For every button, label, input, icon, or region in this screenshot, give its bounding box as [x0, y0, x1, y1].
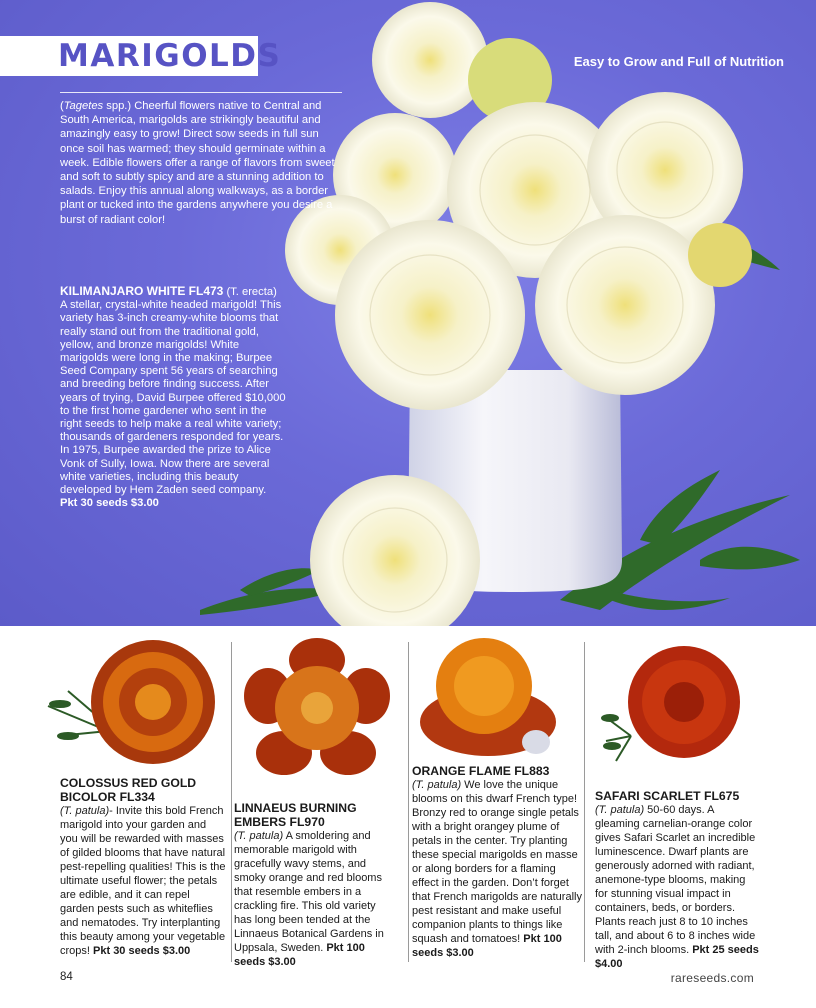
safari-scarlet-marigold-image — [596, 646, 746, 772]
intro-paren: ( — [60, 100, 64, 112]
product-price: Pkt 25 seeds $4.00 — [595, 944, 759, 970]
product-price: Pkt 30 seeds $3.00 — [93, 945, 191, 957]
product-latin: (T. patula) — [595, 804, 645, 816]
product-price: Pkt 30 seeds $3.00 — [60, 497, 159, 510]
product-name: COLOSSUS RED GOLD BICOLOR FL334 — [60, 776, 197, 804]
page-title: MARIGOLDS — [58, 38, 282, 74]
product-name: LINNAEUS BURNING EMBERS FL970 — [234, 801, 357, 829]
page-number: 84 — [60, 971, 73, 983]
product-latin: (T. patula) — [60, 805, 110, 817]
intro-paragraph — [60, 99, 344, 227]
product-description: - Invite this bold French marigold into your garden and you will be rewarded with masses of gilded blooms that have natural pest-repelling qualities! This is the ultimate useful flower; the petals are edible, and it can repel garden pests such as whiteflies and nematodes. Try interplanting this beauty among your vegetable crops! — [60, 805, 226, 957]
product-name: KILIMANJARO WHITE FL473 — [60, 284, 224, 298]
product-name: ORANGE FLAME FL883 — [412, 764, 550, 778]
divider-line — [60, 92, 342, 93]
product-latin: (T. patula) — [234, 830, 284, 842]
product-safari-scarlet — [595, 789, 761, 971]
product-latin: (T. erecta) — [223, 286, 277, 298]
product-orange-flame — [412, 764, 582, 960]
website-link[interactable]: rareseeds.com — [670, 971, 754, 985]
column-divider — [408, 642, 409, 962]
product-description: A stellar, crystal-white headed marigold! This variety has 3-inch creamy-white blooms that really stand out from the traditional gold, yellow, and bronze marigolds! White marigolds were long in the making; Burpee Seed Company spent 56 years of searching and breeding before finding success. After years of trying, David Burpee offered $10,000 to the first home gardener who sent in the right seeds to help make a real white variety; thousands of gardeners responded for years. In 1975, Burpee awarded the prize to Alice Vonk of Sully, Iowa. Now there are several white varieties, including this beauty developed by Hem Zaden seed company. — [60, 299, 286, 497]
product-description: We love the unique blooms on this dwarf French type! Bronzy red to orange single petals with a bright orangey plume of petals in the center. Try planting these special marigolds en masse or along borders for a flaming effect in the garden. Don’t forget that French marigolds are naturally pest resistant and make useful companion plants to things like squash and tomatoes! — [412, 779, 582, 945]
product-colossus-red-gold — [60, 776, 226, 958]
orange-flame-marigold-image — [416, 634, 560, 762]
product-price: Pkt 100 seeds $3.00 — [234, 942, 365, 968]
intro-latin-name: Tagetes — [63, 100, 104, 112]
product-linnaeus-burning-embers — [234, 801, 392, 969]
product-kilimanjaro-white — [60, 285, 286, 510]
intro-body: spp.) Cheerful flowers native to Central and South America, marigolds are strikingly beautiful and amazingly easy to grow! Direct sow seeds in full sun once soil has warmed; they should germinate within a week. Edible flowers offer a range of flavors from sweet and soft to subtly spicy and are a stunning addition to salads. Enjoy this annual along walkways, as a border plant or tucked into the gardens anywhere you desire a burst of radiant color! — [60, 100, 335, 226]
title-banner — [0, 36, 282, 76]
product-name: SAFARI SCARLET FL675 — [595, 789, 740, 803]
tagline: Easy to Grow and Full of Nutrition — [573, 54, 784, 69]
product-description: A smoldering and memorable marigold with gracefully wavy stems, and smoky orange and red blooms that resemble embers in a crackling fire. This old variety has long been tended at the Linnaeus Botanical Gardens in Uppsala, Sweden. — [234, 830, 384, 954]
product-price: Pkt 100 seeds $3.00 — [412, 933, 562, 959]
column-divider — [231, 642, 232, 962]
colossus-red-gold-marigold-image — [38, 636, 224, 772]
linnaeus-burning-embers-marigold-image — [244, 638, 390, 778]
column-divider — [584, 642, 585, 962]
product-latin: (T. patula) — [412, 779, 462, 791]
product-description: 50-60 days. A gleaming carnelian-orange color gives Safari Scarlet an incredible luminescence. Dwarf plants are generously adorned with radiant, anemone-type blooms, making for stunning visual impact in containers, beds, or borders. Plants reach just 8 to 10 inches tall, and about 6 to 8 inches wide with 2-inch blooms. — [595, 804, 756, 956]
